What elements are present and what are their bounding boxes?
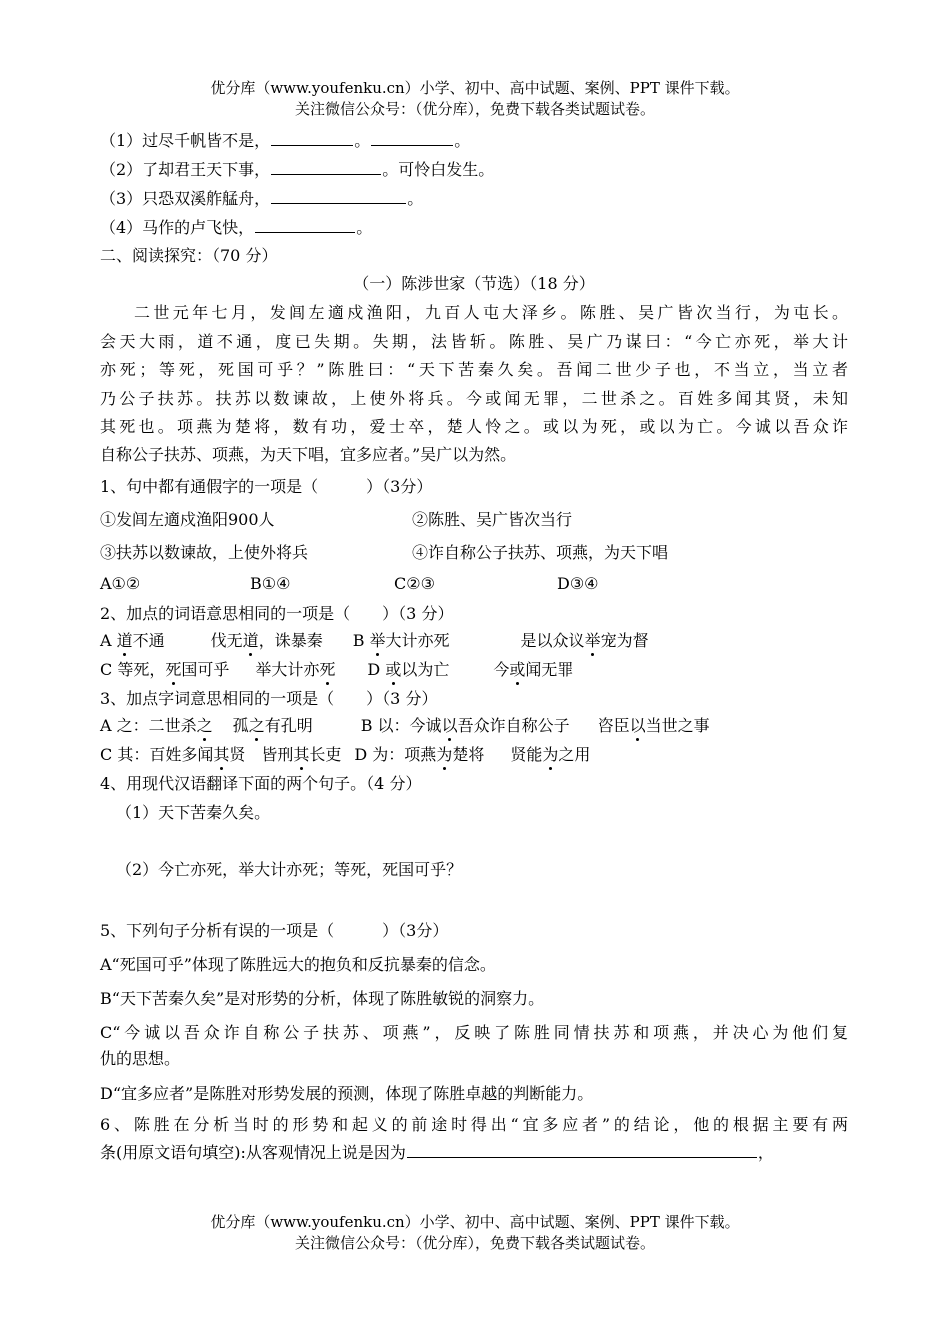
answer-blank[interactable]: [271, 160, 381, 175]
choice-a[interactable]: A①②: [100, 574, 141, 593]
question-2-stem: 2、加点的词语意思相同的一项是（ ）（3 分）: [100, 604, 454, 623]
question-4-stem: 4、用现代汉语翻译下面的两个句子。（4 分）: [100, 774, 422, 793]
page-header: [0, 78, 950, 120]
fill-q3: （3）只恐双溪舴艋舟， 。: [100, 189, 424, 208]
page-footer: [0, 1212, 950, 1254]
header-line-1: 优分库（www.youfenku.cn）小学、初中、高中试题、案例、PPT 课件下载。: [210, 79, 740, 97]
header-line-2: 关注微信公众号：（优分库），免费下载各类试题试卷。: [294, 100, 655, 118]
footer-line-1: 优分库（www.youfenku.cn）小学、初中、高中试题、案例、PPT 课件下载。: [210, 1213, 740, 1231]
answer-blank[interactable]: [271, 131, 353, 146]
answer-blank[interactable]: [255, 218, 355, 233]
question-5-option-a[interactable]: A“死国可乎”体现了陈胜远大的抱负和反抗暴秦的信念。: [100, 955, 496, 974]
question-1-stem: 1、句中都有通假字的一项是（ ）（3分）: [100, 477, 433, 496]
section-title: 二、阅读探究：（70 分）: [100, 246, 278, 265]
passage-line: 二世元年七月，发闾左適戍渔阳，九百人屯大泽乡。陈胜、吴广皆次当行，为屯长。: [134, 303, 848, 322]
question-3-row-1: A 之：二世杀之 孤之有孔明 B 以：今诚以吾众诈自称公子 咨臣以当世之事: [100, 713, 848, 736]
answer-blank[interactable]: [407, 1143, 757, 1158]
passage-title: （一）陈涉世家（节选）（18 分）: [353, 274, 595, 293]
choice-d[interactable]: D③④: [557, 574, 599, 593]
question-1-options-row-2: ③扶苏以数谏故，上使外将兵 ④诈自称公子扶苏、项燕，为天下唱: [100, 543, 669, 562]
passage-line: 乃公子扶苏。扶苏以数谏故，上使外将兵。今或闻无罪，二世杀之。百姓多闻其贤，未知: [100, 389, 848, 408]
passage-line: 自称公子扶苏、项燕，为天下唱，宜多应者。”吴广以为然。: [100, 445, 517, 464]
question-1-choices: [100, 574, 848, 593]
answer-blank[interactable]: [371, 131, 453, 146]
choice-c[interactable]: C②③: [394, 574, 435, 593]
question-5-option-b[interactable]: B“天下苦秦久矣”是对形势的分析，体现了陈胜敏锐的洞察力。: [100, 989, 545, 1008]
question-6-line-2: 条(用原文语句填空):从客观情况上说是因为 ，: [100, 1143, 774, 1162]
fill-q2: （2）了却君王天下事， 。可怜白发生。: [100, 160, 495, 179]
question-2-row-1: A 道不通 伐无道，诛暴秦 B 举大计亦死 是以众议举宠为督: [100, 628, 848, 651]
question-2-row-2: C 等死，死国可乎 举大计亦死 D 或以为亡 今或闻无罪: [100, 657, 848, 680]
fill-q1: （1）过尽千帆皆不是， 。 。: [100, 131, 471, 150]
fill-q4: （4）马作的卢飞快， 。: [100, 218, 373, 237]
question-5-option-c-cont: 仇的思想。: [100, 1049, 181, 1068]
question-5-stem: 5、下列句子分析有误的一项是（ ）（3分）: [100, 921, 449, 940]
question-5-option-c[interactable]: C“今诚以吾众诈自称公子扶苏、项燕”，反映了陈胜同情扶苏和项燕，并决心为他们复: [100, 1023, 848, 1042]
passage-line: 会天大雨，道不通，度已失期。失期，法皆斩。陈胜、吴广乃谋曰：“今亡亦死，举大计: [100, 332, 848, 351]
question-4-sentence-2: （2）今亡亦死，举大计亦死；等死，死国可乎？: [116, 860, 463, 879]
passage-line: 亦死；等死，死国可乎？”陈胜曰：“天下苦秦久矣。吾闻二世少子也，不当立，当立者: [100, 360, 848, 379]
passage-line: 其死也。项燕为楚将，数有功，爱士卒，楚人怜之。或以为死，或以为亡。今诚以吾众诈: [100, 417, 848, 436]
question-1-options-row-1: ①发闾左適戍渔阳900人 ②陈胜、吴广皆次当行: [100, 510, 573, 529]
question-6-stem: 6、陈胜在分析当时的形势和起义的前途时得出“宜多应者”的结论，他的根据主要有两: [100, 1115, 848, 1134]
answer-blank[interactable]: [271, 189, 406, 204]
question-5-option-d[interactable]: D“宜多应者”是陈胜对形势发展的预测，体现了陈胜卓越的判断能力。: [100, 1084, 594, 1103]
question-3-stem: 3、加点字词意思相同的一项是（ ）（3 分）: [100, 689, 438, 708]
question-4-sentence-1: （1）天下苦秦久矣。: [116, 803, 271, 822]
footer-line-2: 关注微信公众号：（优分库），免费下载各类试题试卷。: [294, 1234, 655, 1252]
choice-b[interactable]: B①④: [250, 574, 291, 593]
question-3-row-2: C 其：百姓多闻其贤 皆刑其长吏 D 为：项燕为楚将 贤能为之用: [100, 742, 848, 765]
